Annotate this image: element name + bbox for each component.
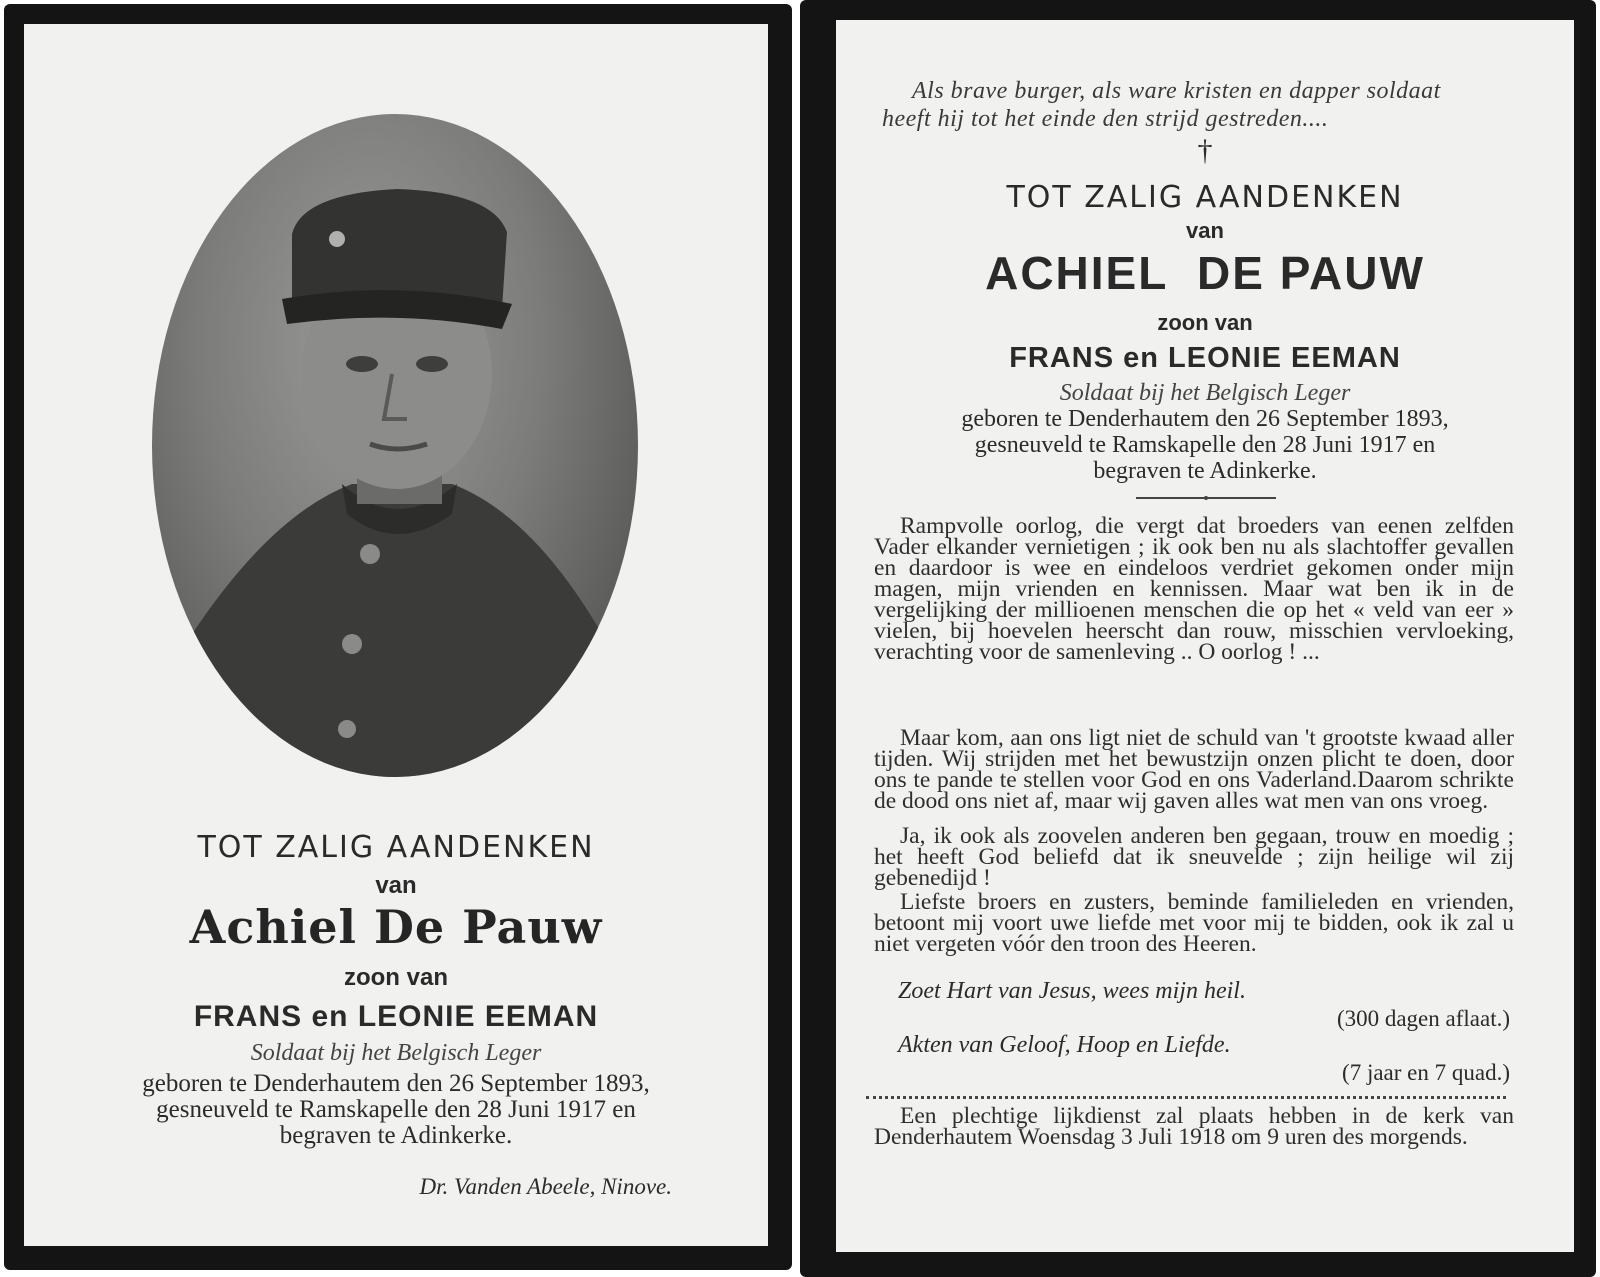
funeral-service-notice: Een plechtige lijkdienst zal plaats hebben in de kerk van Denderhautem Woensdag 3 Juli 1918 om 9 uren des morgends.	[874, 1103, 1514, 1150]
epigraph-line-2: heeft hij tot het einde den strijd gestreden....	[882, 106, 1329, 132]
memorial-card-front	[4, 4, 792, 1270]
birth-line-1: geboren te Denderhautem den 26 September 1893,	[961, 406, 1449, 432]
death-line-2: gesneuveld te Ramskapelle den 28 Juni 1917 en	[156, 1096, 636, 1123]
burial-line-3: begraven te Adinkerke.	[279, 1122, 513, 1149]
van-text: van	[1186, 218, 1224, 243]
death-line-2: gesneuveld te Ramskapelle den 28 Juni 1917 en	[974, 432, 1436, 458]
soldier-portrait-photo	[152, 114, 638, 777]
dotted-divider	[866, 1096, 1506, 1099]
text-paragraph-2: Maar kom, aan ons ligt niet de schuld van 't grootste kwaad aller tijden. Wij strijden met het bewustzijn onzen plicht te doen, door ons te pande te stellen voor God en ons Vaderland.Daarom schrikte de dood ons niet af, maar wij gaven alles wat men van ons vroeg.	[874, 725, 1514, 814]
text-paragraph-3: Ja, ik ook als zoovelen anderen ben gegaan, trouw en moedig ; het heeft God beliefd dat ik sneuvelde ; zijn heilige wil zij gebenedijd !	[874, 823, 1514, 891]
parents-names: FRANS en LEONIE EEMAN	[1009, 342, 1401, 374]
card-front-paper	[24, 24, 768, 1246]
deceased-name: Achiel De Pauw	[189, 900, 603, 954]
soldier-portrait-image	[152, 114, 638, 777]
memorial-title: TOT ZALIG AANDENKEN	[197, 830, 595, 865]
prayer-line-1: Zoet Hart van Jesus, wees mijn heil.	[898, 978, 1246, 1004]
parents-names: FRANS en LEONIE EEMAN	[193, 1000, 599, 1033]
soldier-line: Soldaat bij het Belgisch Leger	[250, 1040, 542, 1066]
text-paragraph-1: Rampvolle oorlog, die vergt dat broeders van eenen zelfden Vader elkander vernietigen ; ik ook ben nu als slachtoffer gevallen en daardoor is wee en eindeloos verdriet gekomen onder mijn magen, mijn vrienden en kennissen. Maar wat ben ik in de vergelijking der millioenen menschen die op het « veld van eer » vielen, bij hoevelen heerscht dan rouw, misschien vervloeking, verachting voor de samenleving .. O oorlog ! ...	[874, 513, 1514, 665]
van-text: van	[375, 872, 417, 899]
epigraph-line-1: Als brave burger, als ware kristen en dapper soldaat	[912, 78, 1441, 104]
memorial-card-back	[800, 0, 1596, 1277]
card-back-paper	[836, 20, 1574, 1252]
burial-line-3: begraven te Adinkerke.	[1093, 458, 1317, 484]
soldier-line: Soldaat bij het Belgisch Leger	[1059, 380, 1351, 406]
indulgence-note-1: (300 dagen aflaat.)	[1336, 1006, 1510, 1031]
ornamental-divider	[1136, 496, 1276, 500]
text-paragraph-4: Liefste broers en zusters, beminde familieleden en vrienden, betoont mij voort uwe liefde met voor mij te bidden, ook ik zal u niet vergeten vóór den troon des Heeren.	[874, 889, 1514, 957]
deceased-name: ACHIEL DE PAUW	[985, 247, 1425, 299]
printer-credit: Dr. Vanden Abeele, Ninove.	[419, 1174, 672, 1199]
birth-line-1: geboren te Denderhautem den 26 September 1893,	[142, 1070, 650, 1097]
zoon-van-text: zoon van	[1157, 310, 1253, 335]
indulgence-note-2: (7 jaar en 7 quad.)	[1342, 1060, 1510, 1085]
prayer-line-2: Akten van Geloof, Hoop en Liefde.	[898, 1032, 1231, 1058]
zoon-van-text: zoon van	[343, 964, 448, 991]
memorial-title: TOT ZALIG AANDENKEN	[1006, 180, 1404, 215]
cross-icon: †	[1197, 134, 1213, 167]
